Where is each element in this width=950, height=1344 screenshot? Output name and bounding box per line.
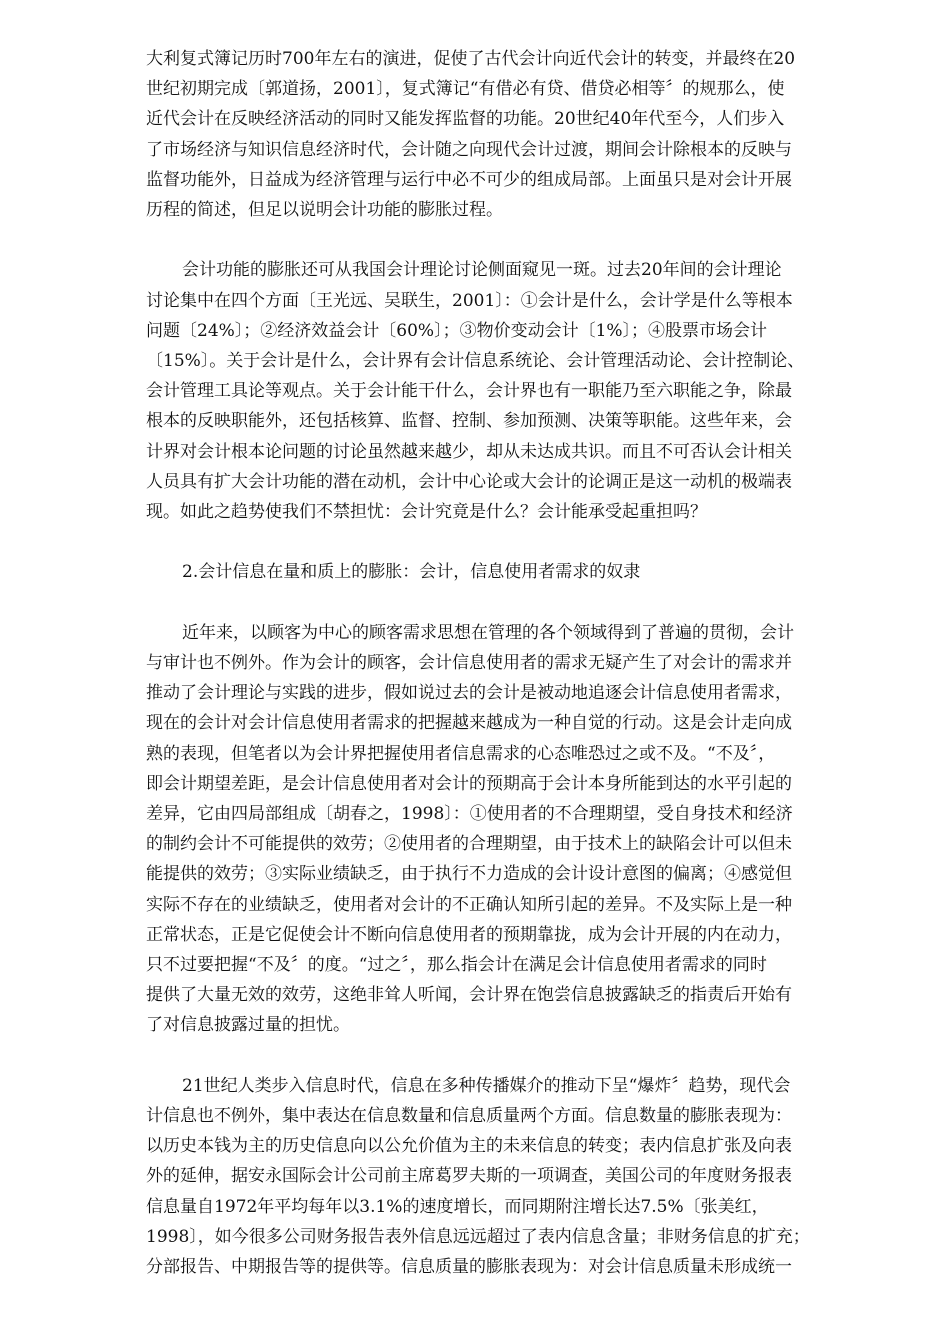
paragraph-gap [146,527,882,557]
paragraph-4 [146,1071,882,1282]
text-line: 监督功能外，日益成为经济管理与运行中必不可少的组成局部。上面虽只是对会计开展 [146,169,792,190]
text-line: 熟的表现，但笔者以为会计界把握使用者信息需求的心态唯恐过之或不及。“不及〞， [146,743,776,764]
text-line: 计界对会计根本论问题的讨论虽然越来越少，却从未达成共识。而且不可否认会计相关 [146,441,792,462]
text-line: 了对信息披露过量的担忧。 [146,1015,350,1036]
document-body [146,44,882,1282]
text-line: 即会计期望差距，是会计信息使用者对会计的预期高于会计本身所能到达的水平引起的 [146,773,792,794]
text-line: 现。如此之趋势使我们不禁担忧：会计究竟是什么？会计能承受起重担吗？ [146,502,707,523]
text-line: 〔15%〕。关于会计是什么，会计界有会计信息系统论、会计管理活动论、会计控制论、 [146,351,805,372]
paragraph-gap [146,588,882,618]
text-line: 的制约会计不可能提供的效劳；②使用者的合理期望，由于技术上的缺陷会计可以但未 [146,834,792,855]
text-line: 21世纪人类步入信息时代，信息在多种传播媒介的推动下呈“爆炸〞趋势，现代会 [182,1075,791,1096]
text-line: 能提供的效劳；③实际业绩缺乏，由于执行不力造成的会计设计意图的偏离；④感觉但 [146,864,792,885]
heading-line: 2.会计信息在量和质上的膨胀：会计，信息使用者需求的奴隶 [182,562,641,583]
text-line: 世纪初期完成〔郭道扬，2001〕，复式簿记“有借必有贷、借贷必相等〞的规那么，使 [146,79,785,100]
section-heading [146,557,882,587]
text-line: 近代会计在反映经济活动的同时又能发挥监督的功能。20世纪40年代至今，人们步入 [146,109,785,130]
text-line: 了市场经济与知识信息经济时代，会计随之向现代会计过渡，期间会计除根本的反映与 [146,139,792,160]
text-line: 以历史本钱为主的历史信息向以公允价值为主的未来信息的转变；表内信息扩张及向表 [146,1136,792,1157]
paragraph-gap [146,225,882,255]
text-line: 讨论集中在四个方面〔王光远、吴联生，2001〕：①会计是什么，会计学是什么等根本 [146,290,793,311]
text-line: 正常状态，正是它促使会计不断向信息使用者的预期靠拢，成为会计开展的内在动力， [146,924,792,945]
text-line: 会计功能的膨胀还可从我国会计理论讨论侧面窥见一斑。过去20年间的会计理论 [182,260,782,281]
text-line: 与审计也不例外。作为会计的顾客，会计信息使用者的需求无疑产生了对会计的需求并 [146,653,792,674]
text-line: 提供了大量无效的效劳，这绝非耸人听闻，会计界在饱尝信息披露缺乏的指责后开始有 [146,985,792,1006]
text-line: 信息量自1972年平均每年以3.1%的速度增长，而同期附注增长达7.5%〔张美红， [146,1196,769,1217]
text-line: 问题〔24%〕；②经济效益会计〔60%〕；③物价变动会计〔1%〕；④股票市场会计 [146,320,768,341]
paragraph-2 [146,255,882,527]
text-line: 近年来，以顾客为中心的顾客需求思想在管理的各个领域得到了普遍的贯彻，会计 [182,622,794,643]
text-line: 外的延伸，据安永国际会计公司前主席葛罗夫斯的一项调查，美国公司的年度财务报表 [146,1166,792,1187]
text-line: 会计管理工具论等观点。关于会计能干什么，会计界也有一职能乃至六职能之争，除最 [146,381,792,402]
text-line: 实际不存在的业绩缺乏，使用者对会计的不正确认知所引起的差异。不及实际上是一种 [146,894,792,915]
paragraph-3 [146,618,882,1041]
paragraph-gap [146,1041,882,1071]
text-line: 分部报告、中期报告等的提供等。信息质量的膨胀表现为：对会计信息质量未形成统一 [146,1257,792,1278]
paragraph-1 [146,44,882,225]
text-line: 现在的会计对会计信息使用者需求的把握越来越成为一种自觉的行动。这是会计走向成 [146,713,792,734]
text-line: 1998〕，如今很多公司财务报告表外信息远远超过了表内信息含量；非财务信息的扩充； [146,1226,810,1247]
text-line: 历程的简述，但足以说明会计功能的膨胀过程。 [146,200,503,221]
text-line: 只不过要把握“不及〞的度。“过之〞，那么指会计在满足会计信息使用者需求的同时 [146,955,767,976]
text-line: 人员具有扩大会计功能的潜在动机，会计中心论或大会计的论调正是这一动机的极端表 [146,471,792,492]
text-line: 计信息也不例外，集中表达在信息数量和信息质量两个方面。信息数量的膨胀表现为： [146,1106,792,1127]
text-line: 大利复式簿记历时700年左右的演进，促使了古代会计向近代会计的转变，并最终在20 [146,49,796,69]
text-line: 根本的反映职能外，还包括核算、监督、控制、参加预测、决策等职能。这些年来，会 [146,411,792,432]
text-line: 差异，它由四局部组成〔胡春之，1998〕：①使用者的不合理期望，受自身技术和经济 [146,804,793,825]
text-line: 推动了会计理论与实践的进步，假如说过去的会计是被动地追逐会计信息使用者需求， [146,683,792,704]
